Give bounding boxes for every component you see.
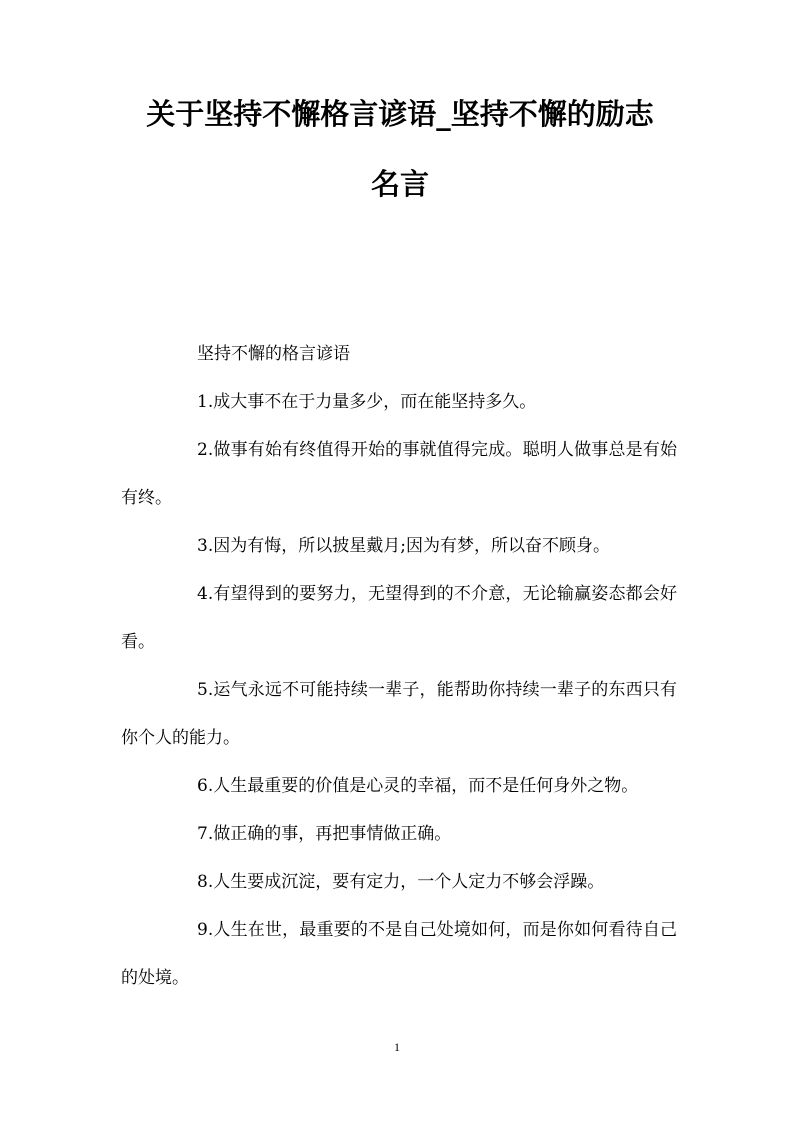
quote-item-4: 4.有望得到的要努力，无望得到的不介意，无论输赢姿态都会好看。 — [121, 584, 677, 652]
document-body — [121, 330, 677, 1002]
section-heading: 坚持不懈的格言谚语 — [197, 344, 350, 364]
quote-item-7: 7.做正确的事，再把事情做正确。 — [197, 824, 452, 844]
quote-item-8: 8.人生要成沉淀，要有定力，一个人定力不够会浮躁。 — [197, 872, 605, 892]
document-title-line-1: 关于坚持不懈格言谚语_坚持不懈的励志 — [146, 97, 654, 131]
page-number: 1 — [394, 1040, 400, 1054]
quote-item-3: 3.因为有悔，所以披星戴月;因为有梦，所以奋不顾身。 — [197, 536, 610, 556]
quote-item-2: 2.做事有始有终值得开始的事就值得完成。聪明人做事总是有始有终。 — [121, 440, 677, 508]
quote-item-9: 9.人生在世，最重要的不是自己处境如何，而是你如何看待自己的处境。 — [121, 920, 677, 988]
quote-item-1: 1.成大事不在于力量多少，而在能坚持多久。 — [197, 392, 537, 412]
document-title-line-2: 名言 — [370, 167, 429, 201]
quote-item-6: 6.人生最重要的价值是心灵的幸福，而不是任何身外之物。 — [197, 776, 639, 796]
quote-item-5: 5.运气永远不可能持续一辈子，能帮助你持续一辈子的东西只有你个人的能力。 — [121, 680, 677, 748]
